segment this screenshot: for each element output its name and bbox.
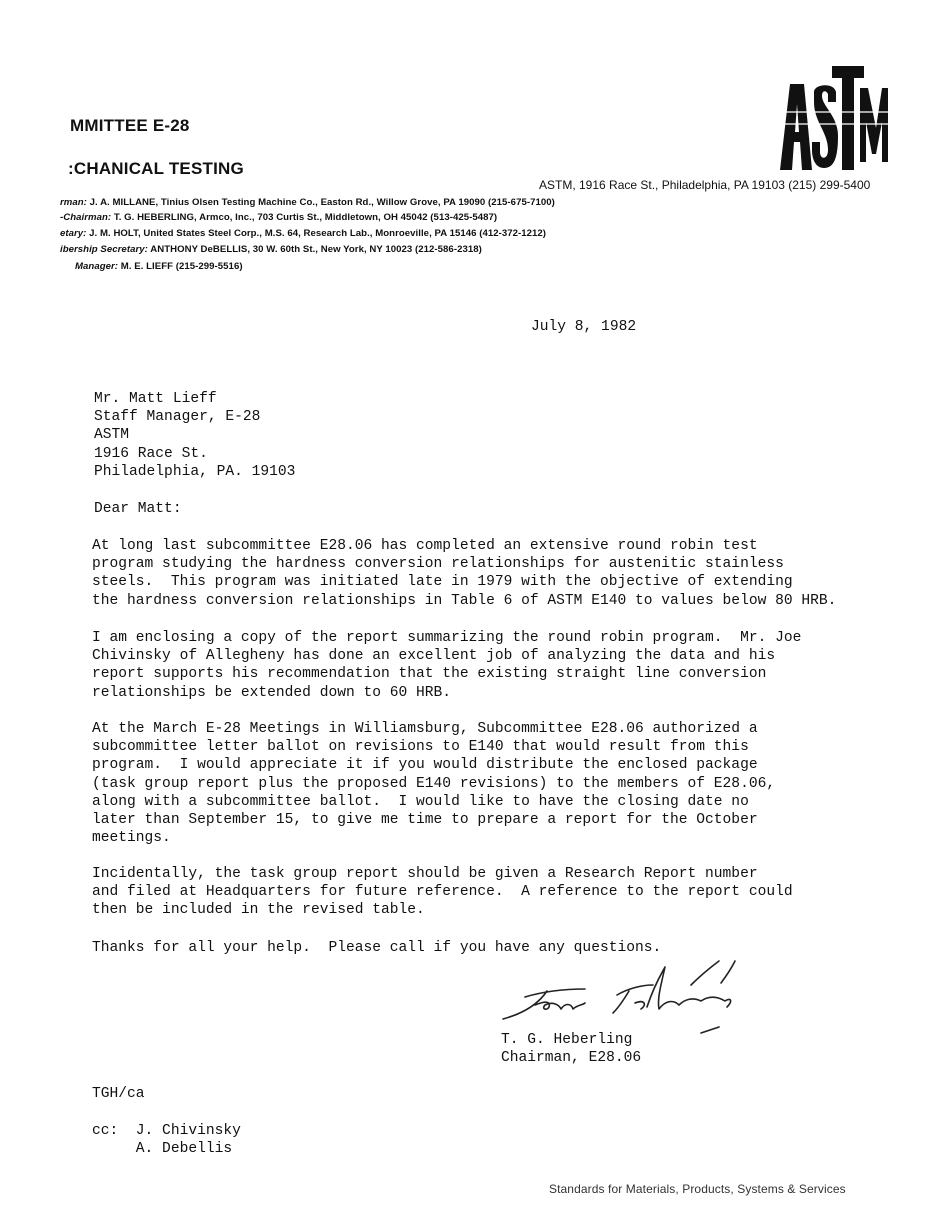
body-paragraph: Incidentally, the task group report should be given a Research Report number and filed at Headquarters for future reference. A reference to the report could then be included in the revised table. [92, 866, 793, 919]
officer-role: -Chairman: [60, 212, 112, 223]
officer-role: ibership Secretary: [60, 244, 148, 255]
recipient-address: Mr. Matt Lieff Staff Manager, E-28 ASTM 1916 Race St. Philadelphia, PA. 19103 [94, 391, 296, 480]
officer-line-membership-secretary [60, 244, 482, 255]
body-paragraph: At long last subcommittee E28.06 has completed an extensive round robin test program studying the hardness conversion relationships for austenitic stainless steels. This program was initiated late in 1979 with the objective of extending the hardness conversion relationships in Table 6 of ASTM E140 to values below 80 HRB. [92, 538, 837, 609]
committee-name: MMITTEE E-28 [70, 116, 190, 135]
officer-line-manager [75, 261, 243, 272]
officer-role: rman: [60, 197, 87, 208]
officer-detail: M. E. LIEFF (215-299-5516) [118, 261, 243, 272]
officer-role: Manager: [75, 261, 119, 272]
salutation: Dear Matt: [94, 501, 182, 517]
officer-line-chairman [60, 197, 555, 208]
officer-role: etary: [60, 228, 87, 239]
body-paragraph: At the March E-28 Meetings in Williamsburg, Subcommittee E28.06 authorized a subcommittee letter ballot on revisions to E140 that would result from this program. I would appreciate it if you would distribute the enclosed package (task group report plus the proposed E140 revisions) to the members of E28.06, along with a subcommittee ballot. I would like to have the closing date no later than September 15, to give me time to prepare a report for the October meetings. [92, 721, 776, 847]
signer-block: T. G. Heberling Chairman, E28.06 [501, 1032, 642, 1067]
astm-address: ASTM, 1916 Race St., Philadelphia, PA 19103 (215) 299-5400 [539, 178, 871, 192]
committee-division: :CHANICAL TESTING [68, 159, 244, 178]
officer-detail: ANTHONY DeBELLIS, 30 W. 60th St., New York, NY 10023 (212-586-2318) [147, 244, 482, 255]
closing-paragraph: Thanks for all your help. Please call if you have any questions. [92, 940, 662, 956]
typist-initials: TGH/ca [92, 1086, 145, 1102]
handwritten-signature [495, 955, 755, 1035]
officer-line-vice-chairman [60, 212, 497, 223]
officer-detail: J. M. HOLT, United States Steel Corp., M.S. 64, Research Lab., Monroeville, PA 15146 (412-372-1212) [86, 228, 547, 239]
footer-tagline: Standards for Materials, Products, Systems & Services [549, 1182, 846, 1196]
officer-line-secretary [60, 228, 546, 239]
letter-date: July 8, 1982 [531, 319, 637, 335]
cc-list: cc: J. Chivinsky A. Debellis [92, 1123, 241, 1158]
officer-detail: J. A. MILLANE, Tinius Olsen Testing Machine Co., Easton Rd., Willow Grove, PA 19090 (215-675-7100) [86, 197, 555, 208]
astm-logo [778, 62, 890, 174]
officer-detail: T. G. HEBERLING, Armco, Inc., 703 Curtis St., Middletown, OH 45042 (513-425-5487) [111, 212, 498, 223]
body-paragraph: I am enclosing a copy of the report summarizing the round robin program. Mr. Joe Chivinsky of Allegheny has done an excellent job of analyzing the data and his report supports his recommendation that the existing straight line conversion relationships be extended down to 60 HRB. [92, 630, 802, 701]
